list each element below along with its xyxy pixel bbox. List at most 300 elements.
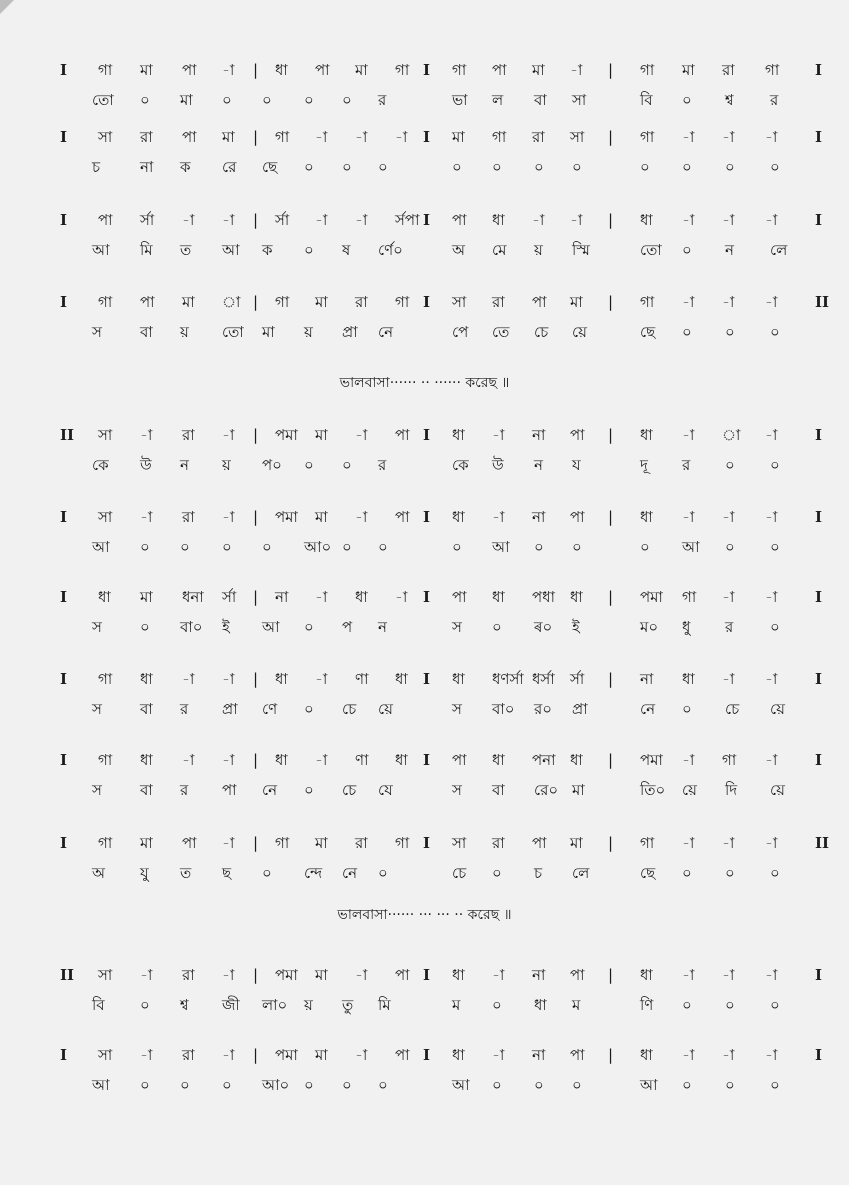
- swara-note: -া: [355, 1046, 368, 1064]
- lyric-syllable: র০: [534, 700, 553, 718]
- lyric-syllable: ম০: [640, 618, 659, 636]
- swara-note: -া: [765, 966, 778, 984]
- bar-line: I: [60, 293, 68, 311]
- lyric-syllable: কে: [452, 456, 469, 474]
- swara-note: পা: [98, 211, 113, 229]
- swara-note: পমা: [640, 751, 663, 769]
- lyric-syllable: ০: [304, 700, 314, 718]
- lyric-syllable: ০: [725, 996, 735, 1014]
- lyric-syllable: ০: [304, 781, 314, 799]
- swara-line: [0, 55, 849, 85]
- swara-note: ধা: [640, 1046, 653, 1064]
- swara-note: -া: [765, 751, 778, 769]
- lyric-syllable: চে: [534, 323, 549, 341]
- swara-note: -া: [722, 128, 735, 146]
- lyric-syllable: লে: [572, 864, 590, 882]
- swara-note: গা: [640, 834, 655, 852]
- lyric-syllable: ষ: [342, 241, 351, 259]
- swara-note: ধা: [395, 751, 408, 769]
- lyric-syllable: ত: [180, 241, 192, 259]
- lyric-syllable: পা: [222, 781, 237, 799]
- swara-note: -া: [682, 966, 695, 984]
- lyric-syllable: ০: [262, 91, 272, 109]
- swara-note: -া: [722, 670, 735, 688]
- swara-note: পমা: [275, 426, 298, 444]
- swara-note: পা: [570, 426, 585, 444]
- swara-line: [0, 960, 849, 990]
- swara-note: গা: [275, 293, 290, 311]
- swara-note: -া: [222, 211, 235, 229]
- swara-note: ণা: [355, 751, 369, 769]
- lyric-syllable: বা০: [180, 618, 203, 636]
- lyric-syllable: ন: [378, 618, 387, 636]
- swara-note: পা: [452, 211, 467, 229]
- swara-note: গা: [395, 293, 410, 311]
- lyric-syllable: ০: [304, 241, 314, 259]
- lyric-syllable: আ: [452, 1076, 470, 1094]
- swara-line: [0, 664, 849, 694]
- lyric-syllable: তো: [92, 91, 114, 109]
- beat-divider: |: [608, 751, 614, 769]
- lyric-syllable: চে: [342, 781, 357, 799]
- bar-line: I: [423, 1046, 431, 1064]
- swara-note: -া: [140, 1046, 153, 1064]
- lyric-syllable: ই: [572, 618, 580, 636]
- lyric-syllable: য: [572, 456, 581, 474]
- lyric-syllable: মা: [180, 91, 193, 109]
- swara-note: পধা: [532, 588, 555, 606]
- bar-line: I: [815, 508, 823, 526]
- swara-line: [0, 287, 849, 317]
- bar-line: I: [815, 211, 823, 229]
- bar-line: II: [60, 426, 75, 444]
- swara-note: ধা: [452, 670, 465, 688]
- swara-note: -া: [355, 211, 368, 229]
- swara-note: না: [532, 426, 546, 444]
- lyric-syllable: ০: [770, 158, 780, 176]
- swara-note: গা: [640, 293, 655, 311]
- swara-line: [0, 745, 849, 775]
- swara-note: রা: [722, 61, 735, 79]
- swara-note: মা: [570, 834, 583, 852]
- lyric-syllable: ০: [492, 864, 502, 882]
- bar-line: I: [423, 61, 431, 79]
- lyric-syllable: ০: [222, 91, 232, 109]
- lyric-syllable: ০: [378, 158, 388, 176]
- swara-note: -া: [492, 1046, 505, 1064]
- lyric-syllable: প: [342, 618, 353, 636]
- lyric-syllable: আ: [92, 538, 110, 556]
- swara-note: ধা: [275, 751, 288, 769]
- swara-note: ধা: [570, 751, 583, 769]
- refrain-marker: ভালবাসা······ ··· ··· ·· করেছ ॥: [337, 907, 512, 923]
- lyric-syllable: ন: [180, 456, 189, 474]
- lyric-syllable: ০: [640, 538, 650, 556]
- lyric-syllable: র: [378, 456, 387, 474]
- lyric-syllable: তে: [492, 323, 510, 341]
- lyric-syllable: চে: [452, 864, 467, 882]
- swara-note: ধা: [452, 426, 465, 444]
- lyric-syllable: ০: [725, 323, 735, 341]
- swara-note: -া: [492, 426, 505, 444]
- lyric-syllable: চে: [725, 700, 740, 718]
- swara-note: গা: [722, 751, 737, 769]
- beat-divider: |: [253, 751, 259, 769]
- lyric-syllable: উ: [140, 456, 152, 474]
- swara-note: মা: [315, 1046, 328, 1064]
- lyric-syllable: জী: [222, 996, 240, 1014]
- swara-note: গা: [765, 61, 780, 79]
- lyric-syllable: ০: [682, 323, 692, 341]
- lyric-syllable: ০: [492, 1076, 502, 1094]
- swara-note: পা: [570, 966, 585, 984]
- swara-note: র্সা: [275, 211, 290, 229]
- lyric-syllable: ০: [140, 1076, 150, 1094]
- swara-note: ধা: [570, 588, 583, 606]
- swara-note: মা: [315, 426, 328, 444]
- swara-note: -া: [682, 426, 695, 444]
- lyric-syllable: ক: [180, 158, 191, 176]
- lyric-syllable: ০: [725, 538, 735, 556]
- lyric-syllable: অ: [92, 864, 105, 882]
- swara-note: সা: [452, 293, 467, 311]
- beat-divider: |: [608, 61, 614, 79]
- swara-note: ধা: [492, 588, 505, 606]
- swara-note: গা: [682, 588, 697, 606]
- lyric-syllable: য়: [304, 323, 313, 341]
- lyric-syllable: বা: [140, 700, 153, 718]
- swara-note: মা: [570, 293, 583, 311]
- lyric-syllable: ছে: [640, 323, 656, 341]
- beat-divider: |: [253, 670, 259, 688]
- lyric-syllable: আ: [640, 1076, 658, 1094]
- lyric-syllable: আ: [92, 241, 110, 259]
- swara-note: রা: [355, 834, 368, 852]
- swara-note: পা: [532, 834, 547, 852]
- bar-line: I: [423, 211, 431, 229]
- swara-note: গা: [395, 61, 410, 79]
- lyric-line: [0, 85, 849, 115]
- lyric-syllable: ০: [682, 158, 692, 176]
- swara-note: সা: [98, 128, 113, 146]
- lyric-syllable: ০: [770, 1076, 780, 1094]
- swara-note: -া: [682, 834, 695, 852]
- lyric-syllable: ম: [572, 996, 581, 1014]
- lyric-syllable: আ: [222, 241, 240, 259]
- swara-note: -া: [140, 426, 153, 444]
- swara-note: -া: [492, 508, 505, 526]
- lyric-syllable: বি: [640, 91, 653, 109]
- bar-line: I: [815, 966, 823, 984]
- lyric-syllable: ০: [342, 456, 352, 474]
- swara-note: র্সা: [140, 211, 155, 229]
- lyric-syllable: ০: [682, 996, 692, 1014]
- swara-note: -া: [315, 588, 328, 606]
- lyric-line: [0, 858, 849, 888]
- swara-note: -া: [532, 211, 545, 229]
- lyric-syllable: ০: [304, 91, 314, 109]
- swara-note: মা: [140, 588, 153, 606]
- swara-line: [0, 502, 849, 532]
- bar-line: I: [423, 508, 431, 526]
- swara-note: -া: [765, 293, 778, 311]
- lyric-syllable: র্ণে০: [378, 241, 403, 259]
- lyric-syllable: প্রা: [342, 323, 358, 341]
- lyric-line: [0, 694, 849, 724]
- lyric-syllable: য়ে: [770, 700, 785, 718]
- bar-line: I: [60, 670, 68, 688]
- lyric-syllable: প০: [262, 456, 282, 474]
- lyric-syllable: বা: [492, 781, 505, 799]
- swara-note: র্সা: [570, 670, 585, 688]
- swara-note: পমা: [640, 588, 663, 606]
- swara-note: -া: [222, 834, 235, 852]
- swara-note: ধা: [275, 670, 288, 688]
- lyric-syllable: ০: [492, 158, 502, 176]
- lyric-syllable: ভা: [452, 91, 468, 109]
- beat-divider: |: [608, 834, 614, 852]
- swara-note: ধা: [452, 966, 465, 984]
- lyric-syllable: লা০: [262, 996, 288, 1014]
- lyric-syllable: ০: [378, 1076, 388, 1094]
- lyric-syllable: ০: [682, 91, 692, 109]
- lyric-line: [0, 775, 849, 805]
- swara-note: -া: [722, 508, 735, 526]
- swara-note: ধা: [140, 751, 153, 769]
- beat-divider: |: [608, 588, 614, 606]
- lyric-syllable: ০: [342, 1076, 352, 1094]
- lyric-syllable: ০: [492, 996, 502, 1014]
- swara-note: পা: [570, 1046, 585, 1064]
- swara-note: -া: [765, 128, 778, 146]
- swara-note: -া: [355, 128, 368, 146]
- lyric-syllable: ০: [262, 864, 272, 882]
- lyric-syllable: ছে: [640, 864, 656, 882]
- swara-note: ধর্সা: [532, 670, 555, 688]
- swara-line: [0, 582, 849, 612]
- lyric-syllable: মা: [262, 323, 275, 341]
- bar-line: I: [815, 128, 823, 146]
- lyric-syllable: ণে: [262, 700, 278, 718]
- lyric-syllable: আ: [492, 538, 510, 556]
- lyric-syllable: ০: [180, 1076, 190, 1094]
- swara-note: -া: [315, 751, 328, 769]
- beat-divider: |: [253, 966, 259, 984]
- lyric-syllable: ০: [304, 456, 314, 474]
- swara-note: -া: [315, 670, 328, 688]
- lyric-syllable: না: [140, 158, 154, 176]
- swara-note: ধা: [682, 670, 695, 688]
- lyric-syllable: র: [725, 618, 734, 636]
- lyric-syllable: চ: [92, 158, 101, 176]
- bar-line: I: [60, 751, 68, 769]
- lyric-syllable: আ: [262, 618, 280, 636]
- swara-note: মা: [355, 61, 368, 79]
- beat-divider: |: [253, 834, 259, 852]
- swara-note: না: [532, 1046, 546, 1064]
- swara-note: ধা: [275, 61, 288, 79]
- bar-line: I: [423, 670, 431, 688]
- page-corner: [0, 0, 14, 14]
- lyric-syllable: আ০: [304, 538, 332, 556]
- bar-line: I: [815, 426, 823, 444]
- swara-note: মা: [182, 293, 195, 311]
- lyric-syllable: নে: [378, 323, 394, 341]
- lyric-syllable: রে০: [534, 781, 559, 799]
- lyric-syllable: ০: [725, 1076, 735, 1094]
- swara-line: [0, 1040, 849, 1070]
- lyric-syllable: স: [452, 781, 462, 799]
- lyric-syllable: ০: [304, 158, 314, 176]
- lyric-line: [0, 450, 849, 480]
- lyric-syllable: নে: [262, 781, 278, 799]
- swara-note: ধা: [140, 670, 153, 688]
- lyric-syllable: ০: [342, 91, 352, 109]
- lyric-syllable: মে: [492, 241, 507, 259]
- lyric-syllable: যে: [378, 781, 393, 799]
- swara-note: সা: [570, 128, 585, 146]
- lyric-syllable: স: [92, 323, 102, 341]
- swara-note: মা: [315, 293, 328, 311]
- lyric-syllable: আ০: [262, 1076, 290, 1094]
- beat-divider: |: [253, 128, 259, 146]
- bar-line: I: [815, 670, 823, 688]
- swara-note: গা: [98, 751, 113, 769]
- lyric-syllable: ০: [682, 864, 692, 882]
- lyric-syllable: ০: [682, 241, 692, 259]
- bar-line: I: [423, 426, 431, 444]
- lyric-syllable: ধু: [682, 618, 691, 636]
- swara-note: গা: [452, 61, 467, 79]
- bar-line: I: [815, 751, 823, 769]
- lyric-syllable: ণি: [640, 996, 654, 1014]
- lyric-syllable: ০: [378, 538, 388, 556]
- swara-note: রা: [182, 508, 195, 526]
- beat-divider: |: [608, 508, 614, 526]
- lyric-syllable: স: [452, 618, 462, 636]
- lyric-syllable: তো: [222, 323, 244, 341]
- swara-note: ধণর্সা: [492, 670, 524, 688]
- swara-note: রা: [355, 293, 368, 311]
- swara-note: পা: [395, 508, 410, 526]
- bar-line: I: [815, 1046, 823, 1064]
- swara-note: -া: [765, 211, 778, 229]
- lyric-syllable: ০: [262, 538, 272, 556]
- lyric-syllable: ০: [140, 538, 150, 556]
- lyric-syllable: ০: [572, 1076, 582, 1094]
- swara-note: পা: [395, 426, 410, 444]
- swara-note: -া: [682, 128, 695, 146]
- bar-line: I: [815, 61, 823, 79]
- refrain-marker: ভালবাসা······ ·· ······ করেছ ॥: [339, 375, 510, 391]
- swara-line: [0, 420, 849, 450]
- swara-note: া: [722, 426, 741, 444]
- lyric-syllable: স: [92, 618, 102, 636]
- bar-line: I: [60, 834, 68, 852]
- lyric-syllable: ক: [262, 241, 273, 259]
- swara-note: গা: [640, 61, 655, 79]
- lyric-syllable: ০: [534, 1076, 544, 1094]
- swara-line: [0, 828, 849, 858]
- swara-note: -া: [355, 508, 368, 526]
- swara-note: -া: [682, 211, 695, 229]
- swara-note: না: [275, 588, 289, 606]
- lyric-syllable: ৰ০: [534, 618, 553, 636]
- beat-divider: |: [253, 211, 259, 229]
- lyric-syllable: ল: [492, 91, 504, 109]
- lyric-syllable: অ: [452, 241, 465, 259]
- swara-note: রা: [492, 834, 505, 852]
- bar-line: I: [60, 61, 68, 79]
- swara-note: -া: [222, 61, 235, 79]
- swara-note: পা: [315, 61, 330, 79]
- lyric-syllable: য়: [180, 323, 189, 341]
- lyric-line: [0, 532, 849, 562]
- bar-line: I: [423, 293, 431, 311]
- swara-note: -া: [355, 966, 368, 984]
- swara-note: মা: [315, 834, 328, 852]
- swara-note: গা: [640, 128, 655, 146]
- lyric-syllable: বা: [140, 323, 153, 341]
- lyric-syllable: বি: [92, 996, 105, 1014]
- swara-note: পা: [532, 293, 547, 311]
- lyric-syllable: শ্ব: [180, 996, 189, 1014]
- swara-note: -া: [222, 966, 235, 984]
- swara-note: ধা: [355, 588, 368, 606]
- swara-note: পা: [395, 1046, 410, 1064]
- bar-line: I: [423, 966, 431, 984]
- lyric-syllable: স: [452, 700, 462, 718]
- swara-note: পা: [452, 751, 467, 769]
- bar-line: I: [60, 128, 68, 146]
- lyric-syllable: ০: [342, 538, 352, 556]
- lyric-syllable: দি: [725, 781, 738, 799]
- beat-divider: |: [608, 293, 614, 311]
- lyric-line: [0, 152, 849, 182]
- swara-note: -া: [570, 211, 583, 229]
- swara-note: -া: [222, 670, 235, 688]
- swara-note: না: [532, 508, 546, 526]
- swara-note: মা: [532, 61, 545, 79]
- swara-note: গা: [492, 128, 507, 146]
- lyric-syllable: য়ে: [682, 781, 697, 799]
- swara-note: মা: [140, 61, 153, 79]
- swara-note: ধা: [640, 966, 653, 984]
- beat-divider: |: [253, 426, 259, 444]
- beat-divider: |: [608, 128, 614, 146]
- bar-line: II: [60, 966, 75, 984]
- lyric-syllable: ০: [725, 456, 735, 474]
- beat-divider: |: [253, 508, 259, 526]
- swara-note: -া: [682, 1046, 695, 1064]
- lyric-syllable: তো: [640, 241, 662, 259]
- swara-note: -া: [315, 128, 328, 146]
- swara-note: না: [532, 966, 546, 984]
- swara-note: -া: [765, 670, 778, 688]
- swara-note: -া: [765, 1046, 778, 1064]
- lyric-syllable: ০: [378, 864, 388, 882]
- lyric-syllable: আ: [682, 538, 700, 556]
- swara-note: ণা: [355, 670, 369, 688]
- swara-note: -া: [395, 588, 408, 606]
- lyric-syllable: পে: [452, 323, 469, 341]
- swara-line: [0, 205, 849, 235]
- swara-note: র্সা: [222, 588, 237, 606]
- swara-note: -া: [182, 751, 195, 769]
- lyric-syllable: ০: [304, 618, 314, 636]
- lyric-syllable: য়: [534, 241, 543, 259]
- lyric-syllable: ০: [140, 91, 150, 109]
